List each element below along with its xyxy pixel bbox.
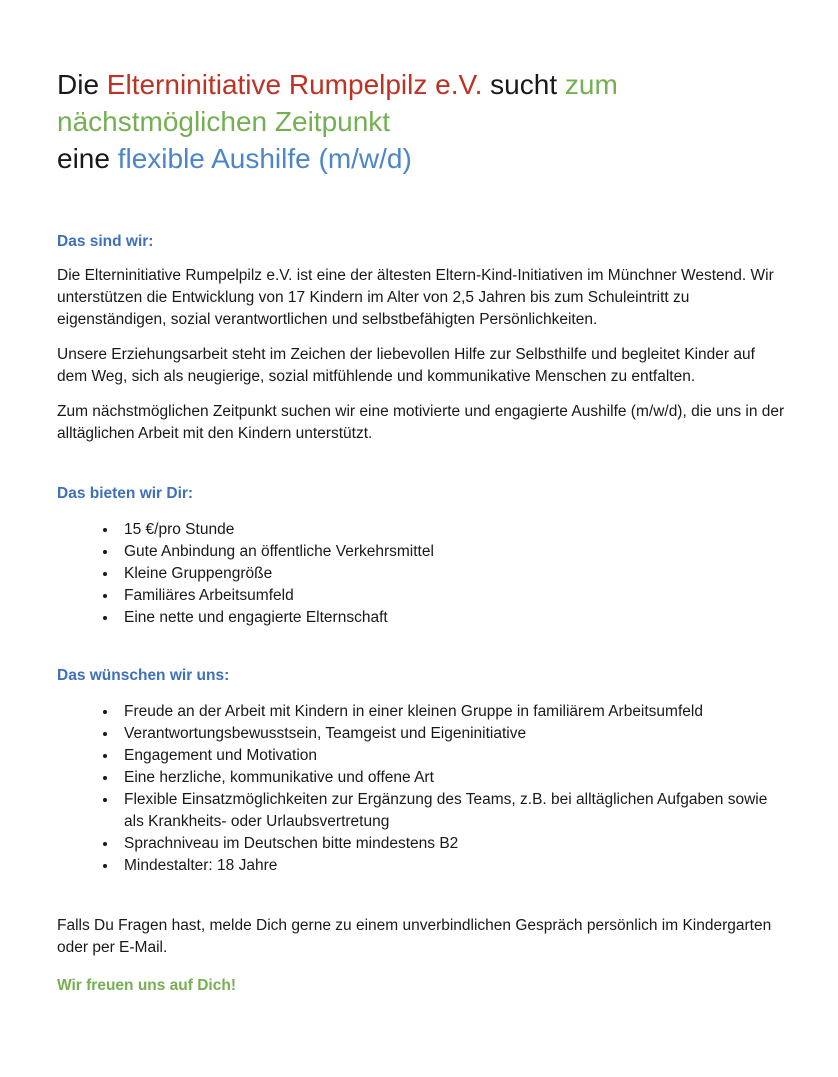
wish-list-item: • Eine herzliche, kommunikative und offene Art	[118, 767, 785, 789]
title-segment-die: Die	[57, 69, 107, 100]
title-segment-sucht: sucht	[482, 69, 565, 100]
offer-list-item: • Eine nette und engagierte Elternschaft	[118, 607, 785, 629]
farewell-text: Wir freuen uns auf Dich!	[57, 977, 236, 994]
about-paragraph-2: Unsere Erziehungsarbeit steht im Zeichen der liebevollen Hilfe zur Selbsthilfe und begleitet Kinder auf dem Weg, sich als neugierige, sozial mitfühlende und kommunikative Menschen zu entfalten.	[57, 346, 755, 385]
wish-list-item: • Engagement und Motivation	[118, 745, 785, 767]
about-paragraph-3: Zum nächstmöglichen Zeitpunkt suchen wir eine motivierte und engagierte Aushilfe (m/w/d), die uns in der alltäglichen Arbeit mit den Kindern unterstützt.	[57, 403, 785, 442]
wish-list-item: • Mindestalter: 18 Jahre	[118, 855, 785, 877]
wish-list-item: • Flexible Einsatzmöglichkeiten zur Ergänzung des Teams, z.B. bei alltäglichen Aufgaben sowie als Krankheits- oder Urlaubsvertretung	[118, 789, 785, 833]
page-title	[57, 66, 785, 177]
wish-list-item: • Freude an der Arbeit mit Kindern in einer kleinen Gruppe in familiärem Arbeitsumfeld	[118, 701, 785, 723]
wish-list-item: • Sprachniveau im Deutschen bitte mindestens B2	[118, 833, 785, 855]
offer-list-item: • 15 €/pro Stunde	[118, 519, 785, 541]
section-heading-about: Das sind wir:	[57, 233, 154, 250]
title-segment-zum: zum	[564, 69, 618, 100]
section-heading-wishes: Das wünschen wir uns:	[57, 667, 230, 684]
title-segment-zeitpunkt: nächstmöglichen Zeitpunkt	[57, 106, 391, 137]
offer-list-item: • Familiäres Arbeitsumfeld	[118, 585, 785, 607]
section-heading-offer: Das bieten wir Dir:	[57, 485, 194, 502]
closing-paragraph: Falls Du Fragen hast, melde Dich gerne zu einem unverbindlichen Gespräch persönlich im Kindergarten oder per E-Mail.	[57, 917, 772, 956]
offer-list-item: • Gute Anbindung an öffentliche Verkehrsmittel	[118, 541, 785, 563]
offer-list-item: • Kleine Gruppengröße	[118, 563, 785, 585]
title-segment-role: flexible Aushilfe (m/w/d)	[117, 143, 412, 174]
wish-list	[57, 701, 785, 877]
wish-list-item: • Verantwortungsbewusstsein, Teamgeist und Eigeninitiative	[118, 723, 785, 745]
offer-list	[57, 519, 785, 629]
about-paragraph-1: Die Elterninitiative Rumpelpilz e.V. ist eine der ältesten Eltern-Kind-Initiativen im Münchner Westend. Wir unterstützen die Entwicklung von 17 Kindern im Alter von 2,5 Jahren bis zum Schuleintritt zu eigenständigen, sozial verantwortlichen und selbstbefähigten Persönlichkeiten.	[57, 267, 774, 328]
title-segment-eine: eine	[57, 143, 118, 174]
title-segment-organization: Elterninitiative Rumpelpilz e.V.	[106, 69, 483, 100]
